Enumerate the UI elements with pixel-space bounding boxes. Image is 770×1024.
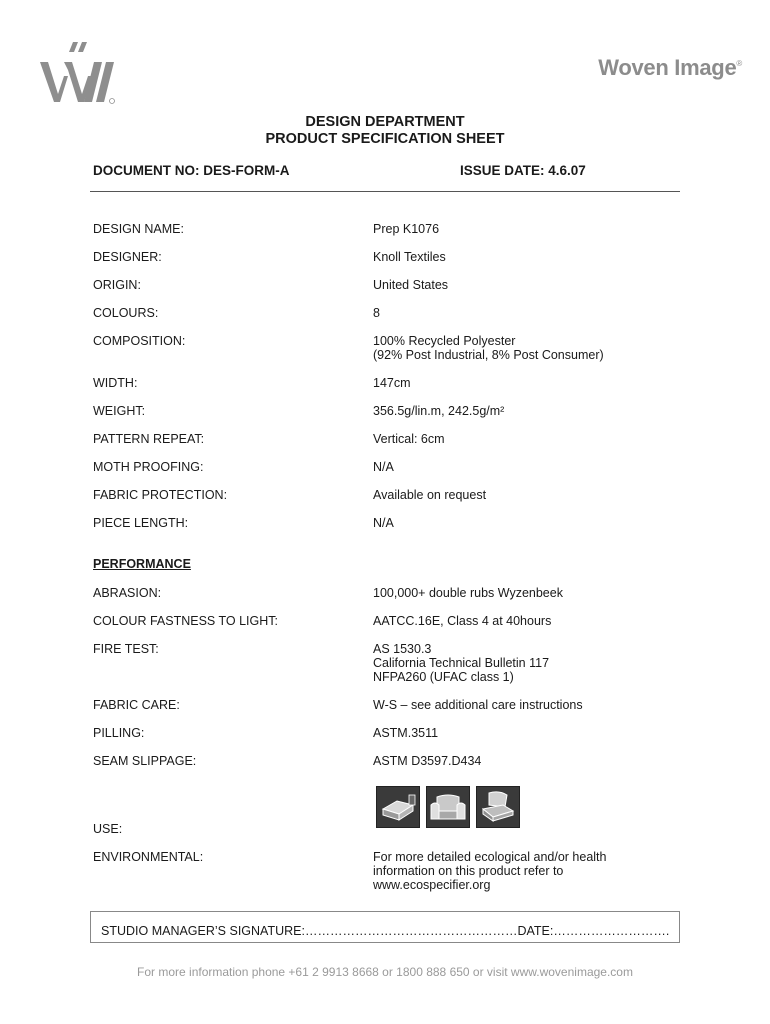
footer-contact: For more information phone +61 2 9913 8668 or 1800 888 650 or visit www.wovenimage.com	[137, 965, 633, 979]
spec-value: 356.5g/lin.m, 242.5g/m²	[373, 404, 505, 418]
perf-value: 100,000+ double rubs Wyzenbeek	[373, 586, 563, 600]
perf-value: ASTM D3597.D434	[373, 754, 482, 768]
spec-label: WIDTH:	[93, 376, 138, 390]
spec-value: N/A	[373, 516, 394, 530]
brand-name: Woven Image®	[598, 55, 742, 80]
use-icons	[376, 786, 520, 828]
spec-label: FABRIC PROTECTION:	[93, 488, 228, 502]
spec-label: PATTERN REPEAT:	[93, 432, 205, 446]
issue-date: ISSUE DATE: 4.6.07	[460, 163, 586, 178]
spec-label: COMPOSITION:	[93, 334, 186, 348]
spec-value: Prep K1076	[373, 222, 440, 236]
spec-label: PIECE LENGTH:	[93, 516, 189, 530]
title-line-2: PRODUCT SPECIFICATION SHEET	[265, 131, 505, 147]
spec-label: MOTH PROOFING:	[93, 460, 204, 474]
chair-icon	[476, 786, 520, 828]
perf-label: COLOUR FASTNESS TO LIGHT:	[93, 614, 278, 628]
spec-value: United States	[373, 278, 449, 292]
title-line-1: DESIGN DEPARTMENT	[305, 114, 465, 130]
spec-value: 147cm	[373, 376, 411, 390]
spec-label: DESIGN NAME:	[93, 222, 184, 236]
armchair-icon	[426, 786, 470, 828]
spec-value: 8	[373, 306, 380, 320]
performance-heading: PERFORMANCE	[93, 557, 191, 571]
spec-value: N/A	[373, 460, 394, 474]
perf-label: FABRIC CARE:	[93, 698, 180, 712]
perf-label: PILLING:	[93, 726, 145, 740]
spec-value: Knoll Textiles	[373, 250, 446, 264]
page-title	[0, 114, 770, 148]
spec-label: COLOURS:	[93, 306, 159, 320]
environmental-value: For more detailed ecological and/or health information on this product refer to www.ecospecifier.org	[373, 850, 607, 892]
perf-value: W-S – see additional care instructions	[373, 698, 583, 712]
spec-label: DESIGNER:	[93, 250, 162, 264]
spec-value: Vertical: 6cm	[373, 432, 445, 446]
header-divider	[90, 191, 680, 192]
spec-value: Available on request	[373, 488, 487, 502]
signature-line: STUDIO MANAGER’S SIGNATURE:……………………………………………DATE:……………………….	[101, 924, 670, 938]
perf-value: ASTM.3511	[373, 726, 439, 740]
spec-value: 100% Recycled Polyester (92% Post Industrial, 8% Post Consumer)	[373, 334, 604, 362]
perf-value: AS 1530.3 California Technical Bulletin 117 NFPA260 (UFAC class 1)	[373, 642, 550, 684]
perf-label: FIRE TEST:	[93, 642, 159, 656]
document-number: DOCUMENT NO: DES-FORM-A	[93, 163, 290, 178]
perf-value: AATCC.16E, Class 4 at 40hours	[373, 614, 552, 628]
environmental-label: ENVIRONMENTAL:	[93, 850, 204, 864]
perf-label: SEAM SLIPPAGE:	[93, 754, 197, 768]
spec-label: ORIGIN:	[93, 278, 141, 292]
signature-box[interactable]	[90, 911, 680, 943]
use-label: USE:	[93, 822, 123, 836]
seat-cushion-icon	[376, 786, 420, 828]
perf-label: ABRASION:	[93, 586, 162, 600]
spec-label: WEIGHT:	[93, 404, 146, 418]
woven-image-logo-icon	[38, 40, 120, 106]
